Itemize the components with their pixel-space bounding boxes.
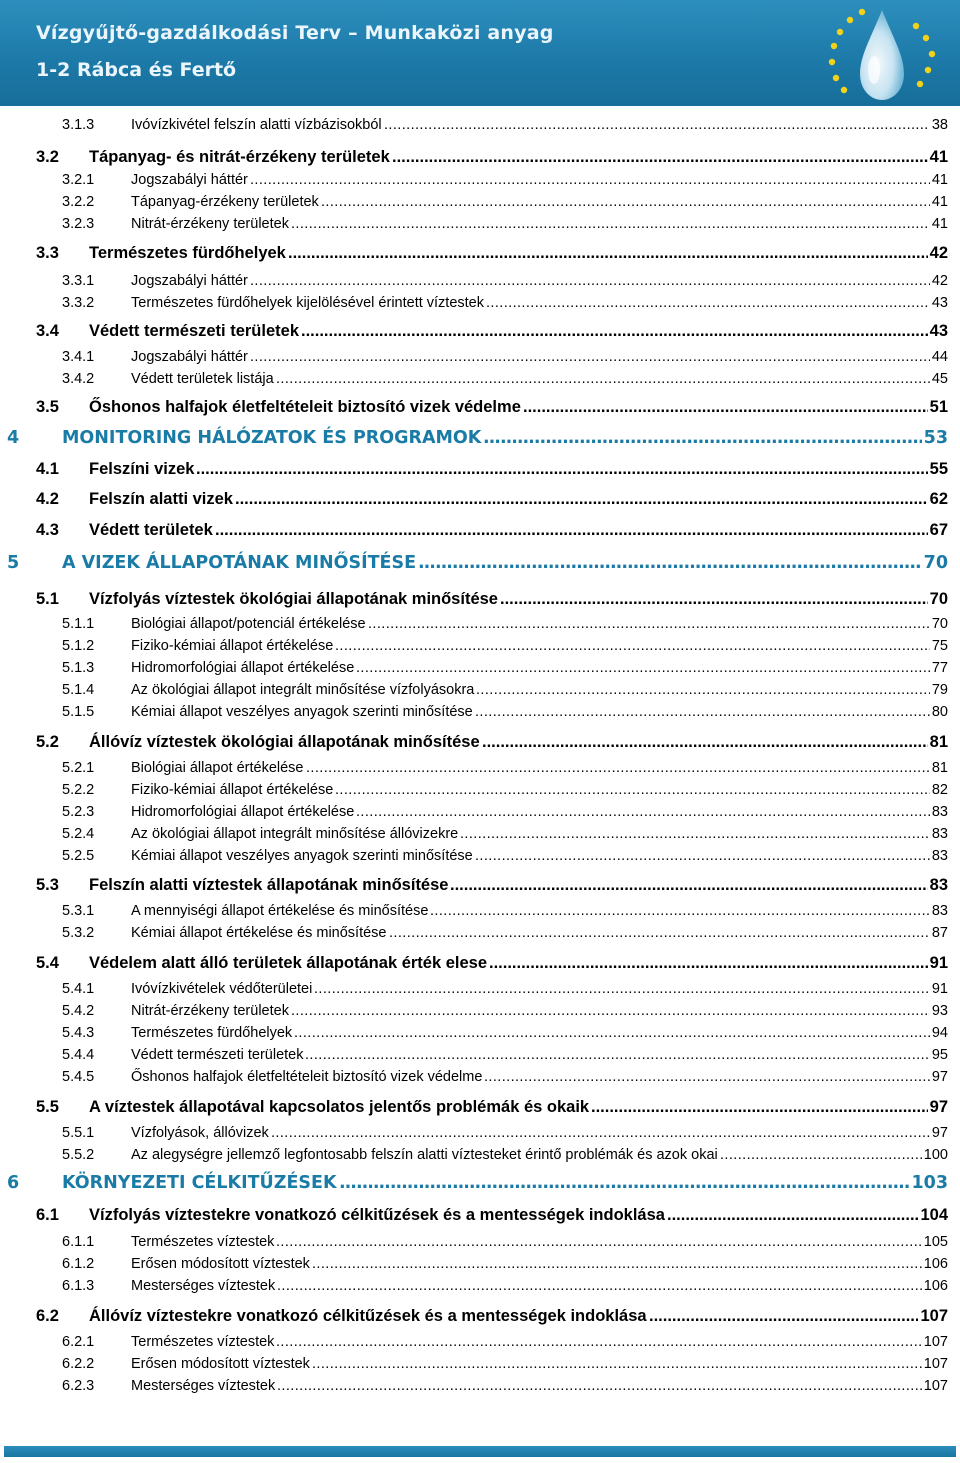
- toc-entry-title: Természetes víztestek: [131, 1234, 275, 1250]
- toc-entry-title: Ivóvízkivételek védőterületei: [131, 981, 313, 997]
- toc-entry-page: 93: [931, 1003, 948, 1019]
- toc-entry-number: 3.4: [36, 322, 59, 340]
- toc-entry-number: 5.5.2: [62, 1147, 95, 1163]
- toc-entry-title: Természetes fürdőhelyek: [131, 1025, 293, 1041]
- toc-entry-page: 106: [923, 1278, 948, 1294]
- toc-entry-number: 5.2.1: [62, 760, 95, 776]
- toc-entry-number: 5.1: [36, 590, 59, 608]
- toc-entry-number: 5.3.2: [62, 925, 95, 941]
- toc-entry-page: 83: [931, 903, 948, 919]
- toc-dot-leader: [335, 779, 930, 801]
- toc-entry-page: 97: [931, 1125, 948, 1141]
- toc-entry-number: 5.1.3: [62, 660, 95, 676]
- toc-entry-number: 3.2: [36, 148, 59, 166]
- toc-entry-page: 55: [929, 460, 948, 478]
- toc-entry[interactable]: [0, 1000, 960, 1022]
- toc-entry[interactable]: [0, 169, 960, 191]
- toc-entry[interactable]: [0, 1066, 960, 1088]
- toc-dot-leader: [314, 978, 930, 1000]
- toc-entry[interactable]: [0, 679, 960, 701]
- toc-dot-leader: [335, 635, 930, 657]
- toc-entry-title: Vízfolyás víztestek ökológiai állapotának minősítése: [89, 590, 498, 608]
- toc-dot-leader: [483, 427, 922, 449]
- toc-entry-number: 5.2.4: [62, 826, 95, 842]
- toc-entry-title: Biológiai állapot értékelése: [131, 760, 304, 776]
- toc-entry-page: 83: [931, 804, 948, 820]
- toc-entry[interactable]: [0, 146, 960, 168]
- toc-dot-leader: [305, 1044, 930, 1066]
- toc-entry-number: 6: [7, 1173, 20, 1193]
- toc-entry-number: 5.3.1: [62, 903, 95, 919]
- toc-entry-title: Hidromorfológiai állapot értékelése: [131, 660, 355, 676]
- toc-dot-leader: [250, 169, 930, 191]
- toc-entry-number: 3.2.2: [62, 194, 95, 210]
- toc-entry[interactable]: [0, 731, 960, 753]
- toc-entry-number: 3.3.2: [62, 295, 95, 311]
- toc-entry-title: Jogszabályi háttér: [131, 172, 248, 188]
- toc-dot-leader: [356, 657, 930, 679]
- toc-dot-leader: [450, 874, 928, 896]
- toc-entry-title: Erősen módosított víztestek: [131, 1256, 310, 1272]
- toc-dot-leader: [500, 588, 928, 610]
- toc-dot-leader: [475, 845, 930, 867]
- toc-entry-number: 6.1.3: [62, 1278, 95, 1294]
- toc-entry-page: 77: [931, 660, 948, 676]
- toc-entry-number: 6.1.1: [62, 1234, 95, 1250]
- toc-entry[interactable]: [0, 213, 960, 235]
- page-header: [0, 0, 960, 106]
- toc-entry-page: 43: [931, 295, 948, 311]
- toc-entry-title: Védett természeti területek: [131, 1047, 304, 1063]
- toc-entry-title: Erősen módosított víztestek: [131, 1356, 310, 1372]
- toc-entry[interactable]: [0, 922, 960, 944]
- toc-entry[interactable]: [0, 1305, 960, 1327]
- footer-bar: [4, 1446, 956, 1457]
- toc-dot-leader: [276, 368, 930, 390]
- toc-entry[interactable]: [0, 1275, 960, 1297]
- toc-dot-leader: [277, 1275, 922, 1297]
- toc-entry-page: 75: [931, 638, 948, 654]
- toc-entry-title: A víztestek állapotával kapcsolatos jelentős problémák és okaik: [89, 1098, 590, 1116]
- toc-entry-page: 81: [929, 733, 948, 751]
- toc-entry-number: 5.4.1: [62, 981, 95, 997]
- toc-entry-number: 5.1.5: [62, 704, 95, 720]
- toc-entry[interactable]: [0, 242, 960, 264]
- toc-entry-title: Fiziko-kémiai állapot értékelése: [131, 782, 334, 798]
- toc-entry-page: 107: [923, 1378, 948, 1394]
- toc-entry-page: 42: [931, 273, 948, 289]
- toc-entry-number: 3.1.3: [62, 117, 95, 133]
- toc-entry[interactable]: [0, 588, 960, 610]
- toc-entry[interactable]: [0, 635, 960, 657]
- toc-entry-page: 67: [929, 521, 948, 539]
- toc-entry[interactable]: [0, 292, 960, 314]
- toc-entry-title: Biológiai állapot/potenciál értékelése: [131, 616, 366, 632]
- toc-dot-leader: [215, 519, 928, 541]
- toc-entry-page: 97: [931, 1069, 948, 1085]
- toc-entry-page: 91: [931, 981, 948, 997]
- toc-entry[interactable]: [0, 1231, 960, 1253]
- toc-dot-leader: [277, 1375, 922, 1397]
- toc-entry-title: Kémiai állapot értékelése és minősítése: [131, 925, 387, 941]
- toc-entry-page: 38: [931, 117, 948, 133]
- toc-entry[interactable]: [0, 801, 960, 823]
- toc-entry-number: 4.2: [36, 490, 59, 508]
- toc-dot-leader: [250, 270, 930, 292]
- toc-dot-leader: [321, 191, 930, 213]
- toc-entry-number: 5.5.1: [62, 1125, 95, 1141]
- toc-entry-number: 6.2.2: [62, 1356, 95, 1372]
- toc-entry-title: Védett természeti területek: [89, 322, 299, 340]
- toc-entry-title: Felszíni vizek: [89, 460, 195, 478]
- toc-entry-number: 3.5: [36, 398, 59, 416]
- toc-dot-leader: [484, 1066, 930, 1088]
- toc-entry-page: 83: [931, 826, 948, 842]
- header-title: Vízgyűjtő-gazdálkodási Terv – Munkaközi anyag: [36, 22, 554, 44]
- toc-entry[interactable]: [0, 114, 960, 136]
- toc-dot-leader: [291, 213, 930, 235]
- toc-entry[interactable]: [0, 368, 960, 390]
- toc-entry[interactable]: [0, 952, 960, 974]
- toc-entry[interactable]: [0, 1331, 960, 1353]
- toc-entry-title: MONITORING HÁLÓZATOK ÉS PROGRAMOK: [62, 428, 482, 448]
- toc-entry-number: 6.2: [36, 1307, 59, 1325]
- toc-entry[interactable]: [0, 845, 960, 867]
- toc-entry-title: Az ökológiai állapot integrált minősítése vízfolyásokra: [131, 682, 475, 698]
- toc-entry-page: 45: [931, 371, 948, 387]
- toc-dot-leader: [235, 488, 928, 510]
- toc-dot-leader: [475, 701, 930, 723]
- toc-entry-page: 70: [923, 553, 948, 573]
- toc-entry-page: 107: [920, 1307, 948, 1325]
- toc-entry-number: 5.2.5: [62, 848, 95, 864]
- toc-entry-page: 80: [931, 704, 948, 720]
- toc-entry[interactable]: [0, 1353, 960, 1375]
- toc-entry[interactable]: [0, 1253, 960, 1275]
- toc-entry[interactable]: [0, 779, 960, 801]
- toc-entry[interactable]: [0, 488, 960, 510]
- toc-entry-page: 41: [929, 148, 948, 166]
- toc-entry-number: 5.1.1: [62, 616, 95, 632]
- toc-dot-leader: [389, 922, 930, 944]
- toc-dot-leader: [312, 1253, 922, 1275]
- water-drop-stars-logo-icon: [810, 4, 950, 104]
- toc-entry-number: 4.1: [36, 460, 59, 478]
- toc-dot-leader: [720, 1144, 922, 1166]
- toc-dot-leader: [667, 1204, 918, 1226]
- toc-entry-page: 42: [929, 244, 948, 262]
- toc-entry-number: 3.3.1: [62, 273, 95, 289]
- toc-entry[interactable]: [0, 1044, 960, 1066]
- toc-entry-title: Természetes fürdőhelyek: [89, 244, 286, 262]
- toc-entry-number: 5.4.4: [62, 1047, 95, 1063]
- toc-entry-number: 5.4.2: [62, 1003, 95, 1019]
- toc-entry-title: Állóvíz víztestek ökológiai állapotának minősítése: [89, 733, 480, 751]
- toc-dot-leader: [486, 292, 930, 314]
- toc-entry-title: Jogszabályi háttér: [131, 273, 248, 289]
- toc-entry-title: Kémiai állapot veszélyes anyagok szerinti minősítése: [131, 848, 473, 864]
- toc-dot-leader: [294, 1022, 930, 1044]
- toc-dot-leader: [339, 1172, 909, 1194]
- toc-entry-number: 5.3: [36, 876, 59, 894]
- toc-entry-page: 95: [931, 1047, 948, 1063]
- toc-entry-number: 5: [7, 553, 20, 573]
- toc-dot-leader: [591, 1096, 928, 1118]
- toc-entry-title: Vízfolyás víztestekre vonatkozó célkitűzések és a mentességek indoklása: [89, 1206, 665, 1224]
- toc-entry-page: 41: [931, 194, 948, 210]
- toc-entry-page: 105: [923, 1234, 948, 1250]
- toc-dot-leader: [291, 1000, 930, 1022]
- toc-entry[interactable]: [0, 519, 960, 541]
- toc-entry[interactable]: [0, 823, 960, 845]
- toc-entry-title: Természetes fürdőhelyek kijelölésével érintett víztestek: [131, 295, 484, 311]
- toc-dot-leader: [476, 679, 930, 701]
- toc-entry-number: 6.1: [36, 1206, 59, 1224]
- toc-entry[interactable]: [0, 320, 960, 342]
- toc-entry-page: 83: [929, 876, 948, 894]
- toc-entry-number: 5.4.3: [62, 1025, 95, 1041]
- toc-entry-title: Nitrát-érzékeny területek: [131, 1003, 289, 1019]
- toc-entry-page: 41: [931, 216, 948, 232]
- toc-entry[interactable]: [0, 1144, 960, 1166]
- toc-entry-number: 5.1.4: [62, 682, 95, 698]
- toc-entry-number: 5.2.2: [62, 782, 95, 798]
- toc-entry[interactable]: [0, 657, 960, 679]
- toc-entry-title: Fiziko-kémiai állapot értékelése: [131, 638, 334, 654]
- toc-entry[interactable]: [0, 396, 960, 418]
- toc-dot-leader: [312, 1353, 922, 1375]
- toc-dot-leader: [384, 114, 930, 136]
- toc-entry-number: 4.3: [36, 521, 59, 539]
- toc-entry[interactable]: [0, 191, 960, 213]
- toc-entry-title: Őshonos halfajok életfeltételeit biztosító vizek védelme: [89, 398, 521, 416]
- toc-entry-page: 44: [931, 349, 948, 365]
- toc-entry[interactable]: [0, 1375, 960, 1397]
- toc-entry[interactable]: [0, 900, 960, 922]
- toc-entry-page: 100: [923, 1147, 948, 1163]
- toc-dot-leader: [250, 346, 930, 368]
- toc-dot-leader: [301, 320, 928, 342]
- toc-entry-title: Tápanyag-érzékeny területek: [131, 194, 319, 210]
- toc-entry-title: Mesterséges víztestek: [131, 1278, 276, 1294]
- toc-dot-leader: [368, 613, 930, 635]
- toc-entry-page: 103: [911, 1173, 948, 1193]
- toc-entry[interactable]: [0, 427, 960, 449]
- toc-dot-leader: [276, 1231, 922, 1253]
- toc-dot-leader: [460, 823, 930, 845]
- toc-entry-number: 4: [7, 428, 20, 448]
- toc-entry-number: 3.3: [36, 244, 59, 262]
- toc-entry-title: Felszín alatti vizek: [89, 490, 233, 508]
- toc-entry[interactable]: [0, 1172, 960, 1194]
- toc-dot-leader: [430, 900, 930, 922]
- toc-entry-page: 87: [931, 925, 948, 941]
- toc-entry-page: 43: [929, 322, 948, 340]
- toc-entry-number: 5.4.5: [62, 1069, 95, 1085]
- toc-entry-title: Kémiai állapot veszélyes anyagok szerinti minősítése: [131, 704, 473, 720]
- toc-entry-number: 5.4: [36, 954, 59, 972]
- toc-entry-page: 83: [931, 848, 948, 864]
- toc-entry-title: Természetes víztestek: [131, 1334, 275, 1350]
- toc-dot-leader: [482, 731, 928, 753]
- toc-entry-number: 5.2: [36, 733, 59, 751]
- toc-entry-number: 5.1.2: [62, 638, 95, 654]
- toc-dot-leader: [271, 1122, 930, 1144]
- toc-entry[interactable]: [0, 978, 960, 1000]
- toc-entry[interactable]: [0, 1022, 960, 1044]
- toc-entry-number: 3.4.1: [62, 349, 95, 365]
- toc-entry-title: Tápanyag- és nitrát-érzékeny területek: [89, 148, 390, 166]
- toc-entry-page: 81: [931, 760, 948, 776]
- toc-entry-page: 41: [931, 172, 948, 188]
- header-subtitle: 1-2 Rábca és Fertő: [36, 59, 237, 81]
- toc-entry-title: KÖRNYEZETI CÉLKITŰZÉSEK: [62, 1173, 337, 1193]
- toc-entry-title: Felszín alatti víztestek állapotának minősítése: [89, 876, 449, 894]
- toc-entry-title: Vízfolyások, állóvizek: [131, 1125, 269, 1141]
- toc-entry-page: 51: [929, 398, 948, 416]
- toc-entry-number: 3.4.2: [62, 371, 95, 387]
- toc-entry[interactable]: [0, 1204, 960, 1226]
- toc-dot-leader: [356, 801, 930, 823]
- toc-entry-page: 97: [929, 1098, 948, 1116]
- toc-entry-page: 107: [923, 1334, 948, 1350]
- toc-entry-title: Az alegységre jellemző legfontosabb felszín alatti víztesteket érintő problémák és azok okai: [131, 1147, 718, 1163]
- toc-entry-page: 70: [931, 616, 948, 632]
- toc-entry-page: 53: [923, 428, 948, 448]
- toc-dot-leader: [276, 1331, 922, 1353]
- toc-entry-title: Őshonos halfajok életfeltételeit biztosító vizek védelme: [131, 1069, 483, 1085]
- toc-entry-title: Hidromorfológiai állapot értékelése: [131, 804, 355, 820]
- toc-entry-title: Védelem alatt álló területek állapotának érték elese: [89, 954, 488, 972]
- toc-entry-page: 62: [929, 490, 948, 508]
- toc-entry[interactable]: [0, 1122, 960, 1144]
- toc-entry-page: 79: [931, 682, 948, 698]
- toc-entry[interactable]: [0, 1096, 960, 1118]
- toc-entry[interactable]: [0, 346, 960, 368]
- toc-entry-page: 82: [931, 782, 948, 798]
- toc-entry-title: Nitrát-érzékeny területek: [131, 216, 289, 232]
- toc-dot-leader: [392, 146, 928, 168]
- toc-entry-title: Védett területek: [89, 521, 213, 539]
- toc-dot-leader: [418, 552, 922, 574]
- toc-dot-leader: [306, 757, 930, 779]
- toc-entry-page: 94: [931, 1025, 948, 1041]
- toc-dot-leader: [523, 396, 928, 418]
- toc-dot-leader: [288, 242, 928, 264]
- toc-entry-title: Mesterséges víztestek: [131, 1378, 276, 1394]
- toc-entry-title: Jogszabályi háttér: [131, 349, 248, 365]
- toc-entry-page: 91: [929, 954, 948, 972]
- toc-entry-page: 70: [929, 590, 948, 608]
- toc-entry-number: 3.2.1: [62, 172, 95, 188]
- toc-entry-number: 6.2.3: [62, 1378, 95, 1394]
- toc-entry-title: A mennyiségi állapot értékelése és minősítése: [131, 903, 429, 919]
- toc-entry-page: 106: [923, 1256, 948, 1272]
- toc-entry-page: 104: [920, 1206, 948, 1224]
- toc-entry-number: 3.2.3: [62, 216, 95, 232]
- toc-dot-leader: [649, 1305, 918, 1327]
- toc-entry-title: A VIZEK ÁLLAPOTÁNAK MINŐSÍTÉSE: [62, 553, 417, 573]
- toc-entry-title: Állóvíz víztestekre vonatkozó célkitűzések és a mentességek indoklása: [89, 1307, 647, 1325]
- toc-entry[interactable]: [0, 458, 960, 480]
- toc-entry-number: 5.2.3: [62, 804, 95, 820]
- toc-entry-title: Az ökológiai állapot integrált minősítése állóvizekre: [131, 826, 459, 842]
- toc-entry[interactable]: [0, 613, 960, 635]
- toc-entry[interactable]: [0, 757, 960, 779]
- toc-entry[interactable]: [0, 874, 960, 896]
- toc-entry-number: 6.2.1: [62, 1334, 95, 1350]
- toc-entry[interactable]: [0, 552, 960, 574]
- toc-entry-number: 5.5: [36, 1098, 59, 1116]
- toc-dot-leader: [489, 952, 928, 974]
- toc-entry[interactable]: [0, 701, 960, 723]
- toc-dot-leader: [196, 458, 928, 480]
- toc-entry-title: Védett területek listája: [131, 371, 274, 387]
- toc-entry-number: 6.1.2: [62, 1256, 95, 1272]
- toc-entry-page: 107: [923, 1356, 948, 1372]
- toc-entry[interactable]: [0, 270, 960, 292]
- toc-entry-title: Ivóvízkivétel felszín alatti vízbázisokból: [131, 117, 382, 133]
